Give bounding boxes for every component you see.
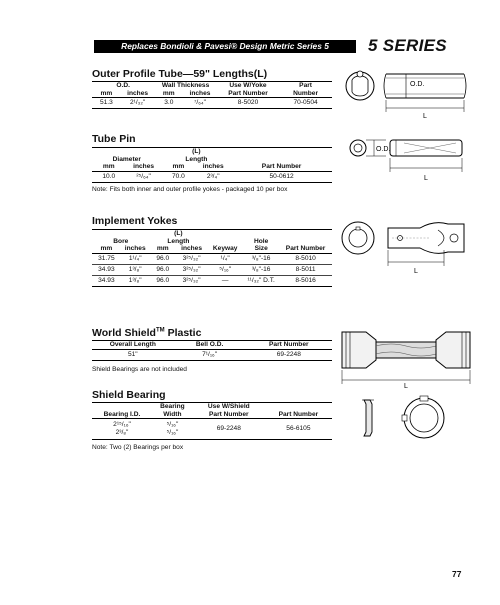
pin-side-view xyxy=(390,140,462,156)
cell: 51" xyxy=(92,349,174,360)
cell: 70.0 xyxy=(162,171,196,182)
cell: 34.93 xyxy=(92,275,121,286)
yoke-side-view xyxy=(388,223,464,254)
shield-bell-right xyxy=(436,332,470,368)
length-label: L xyxy=(414,268,418,275)
cell: ³/₈"-16 xyxy=(243,253,279,264)
cell: 8-5016 xyxy=(279,275,332,286)
cell: 51.3 xyxy=(92,98,121,109)
od-dimension xyxy=(366,140,390,156)
page-number: 77 xyxy=(452,569,462,579)
col-length-mark: (L) xyxy=(174,230,183,237)
trademark-mark: TM xyxy=(155,327,165,334)
cell: ⁵/₁₆" xyxy=(207,264,243,275)
tube-side-view xyxy=(384,74,466,98)
cell: 8-5020 xyxy=(217,98,279,109)
world-shield-note: Shield Bearings are not included xyxy=(92,366,187,373)
cell: 3²⁵/₃₂" xyxy=(176,275,207,286)
bearing-width-1: ⁵/₁₆" xyxy=(166,421,179,428)
col-mm: mm xyxy=(102,163,115,170)
shield-bearing-title: Shield Bearing xyxy=(92,389,166,401)
series-banner: Replaces Bondioli & Pavesi® Design Metric Series 5 xyxy=(94,40,356,53)
cell: 7¹/₁₆" xyxy=(174,349,246,360)
implement-yokes-table xyxy=(92,229,332,287)
bearing-front-view xyxy=(402,396,444,438)
col-inches: inches xyxy=(133,163,155,170)
col-length-mark: (L) xyxy=(192,148,201,155)
shield-bearing-note: Note: Two (2) Bearings per box xyxy=(92,444,184,451)
cell: 70-0504 xyxy=(279,98,332,109)
cell: 10.0 xyxy=(92,171,126,182)
col-inches: inches xyxy=(202,163,224,170)
od-label: O.D. xyxy=(410,81,425,88)
cell: 8-5011 xyxy=(279,264,332,275)
cell: 1³/₈" xyxy=(121,264,150,275)
col-inches: inches xyxy=(127,89,149,97)
outer-tube-table xyxy=(92,81,332,109)
col-bearing: Bearing xyxy=(160,403,185,410)
length-label: L xyxy=(404,383,408,390)
cell: 2¹/₃₂" xyxy=(121,98,155,109)
cell: ¹/₄" xyxy=(207,253,243,264)
col-part-number: Part Number xyxy=(228,89,268,97)
length-label: L xyxy=(424,175,428,182)
table-row xyxy=(92,275,332,286)
col-size: Size xyxy=(254,245,268,252)
outer-tube-diagram xyxy=(340,62,470,122)
table-row xyxy=(92,264,332,275)
cell: 3²⁵/₃₂" xyxy=(176,264,207,275)
bearing-id-1: 2¹⁵/₁₆" xyxy=(113,421,131,428)
col-wall-thickness: Wall Thickness xyxy=(161,82,210,89)
cell: 34.93 xyxy=(92,264,121,275)
implement-yoke-diagram xyxy=(338,216,473,278)
world-shield-title xyxy=(92,327,201,339)
col-mm: mm xyxy=(100,89,113,97)
col-diameter: Diameter xyxy=(112,155,141,163)
col-hole: Hole xyxy=(254,237,269,245)
col-bearing-id: Bearing I.D. xyxy=(103,410,141,418)
yoke-end-view xyxy=(342,222,374,254)
length-dimension xyxy=(342,370,470,390)
pin-end-view xyxy=(350,140,366,156)
col-part-number: Part Number xyxy=(285,245,326,252)
col-part-number: Part Number xyxy=(278,410,319,418)
bearing-id-2: 2³/₈" xyxy=(115,429,129,436)
col-mm: mm xyxy=(172,163,185,170)
col-part-number: Part Number xyxy=(209,410,249,418)
col-inches: inches xyxy=(124,245,146,252)
col-keyway: Keyway xyxy=(212,245,238,252)
cell: 69-2248 xyxy=(193,419,265,440)
cell: ¹¹/₃₂" D.T. xyxy=(243,275,279,286)
world-shield-table xyxy=(92,340,332,361)
tube-pin-diagram xyxy=(340,132,470,188)
col-length: Length xyxy=(167,237,190,245)
col-number: Number xyxy=(293,89,319,97)
world-shield-title-suffix: Plastic xyxy=(164,327,202,339)
table-row xyxy=(92,419,332,440)
col-length: Length xyxy=(185,155,208,163)
col-part-number: Part Number xyxy=(269,341,309,348)
col-overall-length: Overall Length xyxy=(109,341,156,348)
tube-pin-title: Tube Pin xyxy=(92,133,136,145)
cell: 8-5010 xyxy=(279,253,332,264)
length-dimension xyxy=(388,250,444,275)
world-shield-diagram xyxy=(336,320,476,392)
shield-bearing-diagram xyxy=(350,394,460,444)
col-od: O.D. xyxy=(116,82,130,89)
cell: 56-6105 xyxy=(265,419,332,440)
length-dimension xyxy=(390,158,462,182)
col-width: Width xyxy=(163,410,182,418)
cell: ²⁵/₆₄" xyxy=(126,171,162,182)
col-bore: Bore xyxy=(113,237,129,245)
od-label: O.D. xyxy=(376,146,391,153)
table-row xyxy=(92,253,332,264)
col-mm: mm xyxy=(100,245,113,252)
cell: 2³/₄" xyxy=(195,171,231,182)
table-row xyxy=(92,349,332,360)
cell: 3²⁵/₃₂" xyxy=(176,253,207,264)
tube-pin-table xyxy=(92,147,332,183)
col-part-number: Part Number xyxy=(261,163,302,170)
length-label: L xyxy=(423,113,427,120)
tube-pin-note: Note: Fits both inner and outer profile yokes - packaged 10 per box xyxy=(92,186,288,193)
cell: 1¹/₄" xyxy=(121,253,150,264)
bearing-width-2: ⁵/₁₆" xyxy=(166,429,179,436)
cell: 96.0 xyxy=(150,264,176,275)
col-use-with-yoke: Use W/Yoke xyxy=(229,82,267,89)
outer-tube-title: Outer Profile Tube—59" Lengths(L) xyxy=(92,68,268,80)
shield-bell-left xyxy=(342,332,376,368)
cell-bearing-ids xyxy=(92,419,152,440)
length-dimension xyxy=(386,100,464,120)
col-part: Part xyxy=(299,82,312,89)
cell: ³/₈"-16 xyxy=(243,264,279,275)
col-use-with-shield: Use W/Shield xyxy=(207,403,250,410)
series-title: 5 SERIES xyxy=(368,36,447,55)
cell: 1³/₈" xyxy=(121,275,150,286)
col-inches: inches xyxy=(181,245,203,252)
table-row xyxy=(92,171,332,182)
cell: 31.75 xyxy=(92,253,121,264)
tube-end-view xyxy=(346,71,374,100)
col-inches: inches xyxy=(189,89,211,97)
cell: ⁷/₆₄" xyxy=(183,98,217,109)
cell: — xyxy=(207,275,243,286)
cell: 96.0 xyxy=(150,253,176,264)
cell-bearing-widths xyxy=(152,419,193,440)
world-shield-title-text: World Shield xyxy=(92,327,156,339)
col-mm: mm xyxy=(162,89,175,97)
cell: 3.0 xyxy=(154,98,183,109)
cell: 96.0 xyxy=(150,275,176,286)
cell: 50-0612 xyxy=(231,171,332,182)
implement-yokes-title: Implement Yokes xyxy=(92,215,178,227)
table-row xyxy=(92,98,332,109)
cell: 69-2248 xyxy=(246,349,332,360)
shield-bearing-table xyxy=(92,402,332,440)
shield-tube xyxy=(376,342,436,358)
od-dimension xyxy=(406,74,424,98)
bearing-side-view xyxy=(362,400,374,436)
col-bell-od: Bell O.D. xyxy=(195,341,224,348)
col-mm: mm xyxy=(156,245,169,252)
